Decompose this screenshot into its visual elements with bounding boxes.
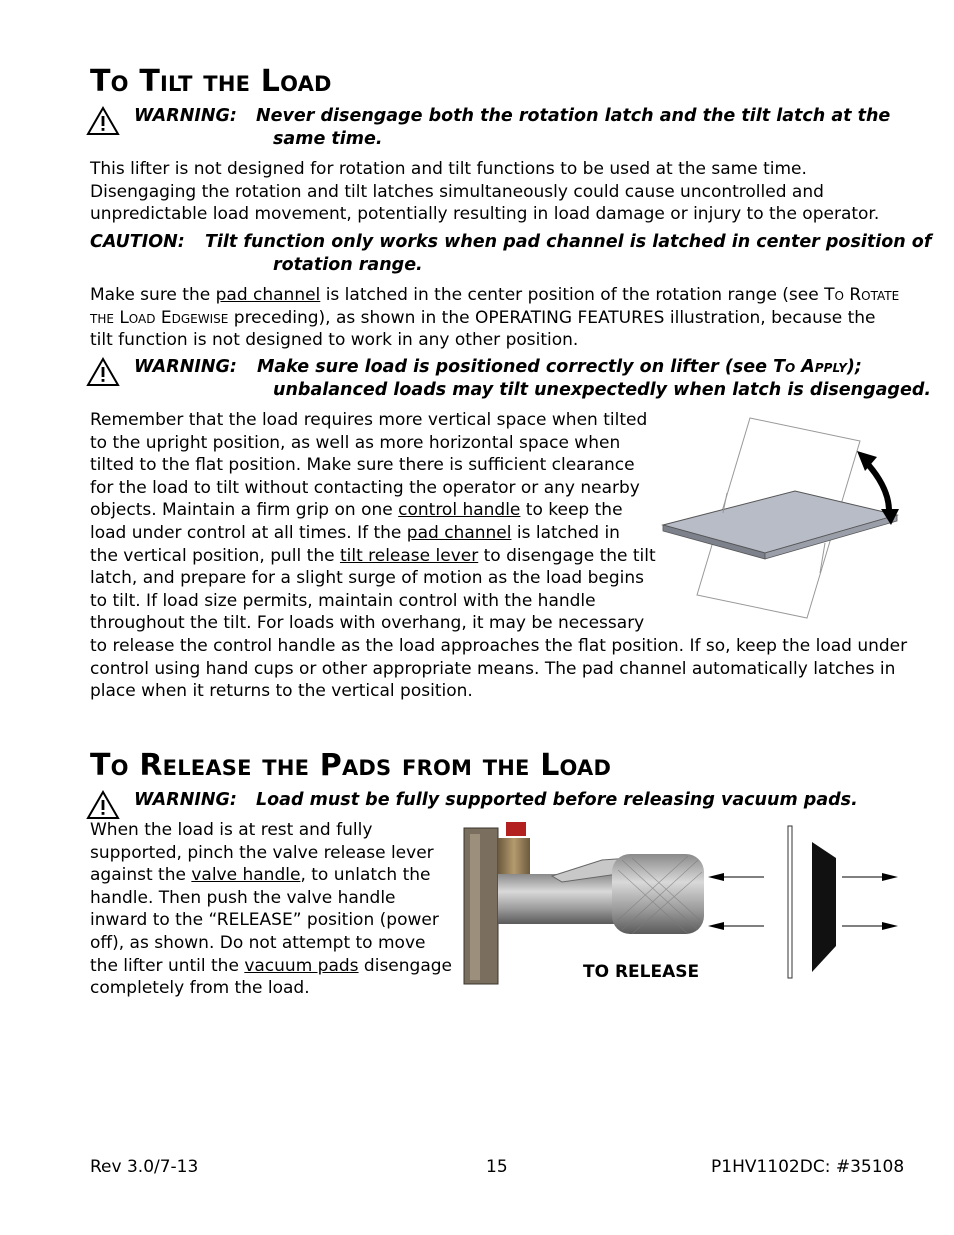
section-heading-tilt: To Tilt the Load: [90, 64, 332, 99]
paragraph-rotation-tilt: [90, 158, 879, 226]
text: the lifter until the: [90, 955, 245, 976]
warning-1-text-line2: same time.: [273, 129, 383, 149]
caution-text-line2: rotation range.: [273, 255, 423, 275]
text-line: place when it returns to the vertical position.: [90, 681, 473, 702]
warning-1-text-line1: Never disengage both the rotation latch and the tilt latch at the: [256, 106, 891, 126]
pad-channel-term: pad channel: [406, 522, 512, 543]
warning-triangle-icon: [86, 357, 120, 387]
tilt-load-illustration: [655, 413, 905, 625]
valve-handle-term: valve handle: [191, 865, 301, 886]
text-line: tilted to the flat position. Make sure there is sufficient clearance: [90, 455, 635, 476]
text-line: off), as shown. Do not attempt to move: [90, 932, 426, 953]
cross-reference: To Rotate: [824, 285, 900, 305]
section-heading-release: To Release the Pads from the Load: [90, 748, 612, 783]
text: );: [846, 357, 862, 377]
control-handle-term: control handle: [398, 500, 521, 521]
text: , to unlatch the: [300, 865, 431, 886]
figure-caption: TO RELEASE: [583, 962, 700, 982]
text-line: latch, and prepare for a slight surge of motion as the load begins: [90, 568, 645, 589]
text-line: This lifter is not designed for rotation and tilt functions to be used at the same time.: [90, 159, 807, 179]
paragraph-release-procedure: [90, 819, 452, 1000]
text-line: throughout the tilt. For loads with overhang, it may be necessary: [90, 613, 645, 634]
footer-document-id: P1HV1102DC: #35108: [711, 1157, 905, 1177]
text: Make sure load is positioned correctly on lifter (see: [257, 357, 774, 377]
text-line: handle. Then push the valve handle: [90, 887, 396, 908]
warning-3-label: WARNING:: [134, 790, 237, 810]
text: preceding), as shown in the OPERATING FEATURES illustration, because the: [228, 307, 876, 328]
text: against the: [90, 865, 192, 886]
text-line: When the load is at rest and fully: [90, 820, 373, 840]
text-line: unpredictable load movement, potentially resulting in load damage or injury to the operator.: [90, 204, 880, 225]
tilt-release-lever-term: tilt release lever: [339, 545, 479, 566]
pad-channel-term: pad channel: [215, 285, 321, 305]
text-line: tilt function is not designed to work in any other position.: [90, 330, 579, 351]
caution-text-line1: Tilt function only works when pad channel is latched in center position of: [205, 232, 932, 252]
cross-reference: the Load Edgewise: [90, 307, 229, 328]
text-line: for the load to tilt without contacting the operator or any nearby: [90, 477, 640, 498]
warning-3-text: Load must be fully supported before releasing vacuum pads.: [256, 790, 858, 810]
text: Make sure the: [90, 285, 216, 305]
text: is latched in: [511, 522, 620, 543]
caution-label: CAUTION:: [90, 232, 185, 252]
text: is latched in the center position of the rotation range (see: [320, 285, 825, 305]
text-line: to tilt. If load size permits, maintain control with the handle: [90, 590, 596, 611]
text-line: to the upright position, as well as more horizontal space when: [90, 432, 621, 453]
text-line: Disengaging the rotation and tilt latches simultaneously could cause uncontrolled and: [90, 181, 824, 202]
text: disengage: [358, 955, 452, 976]
text-line: inward to the “RELEASE” position (power: [90, 910, 439, 931]
footer-revision: Rev 3.0/7-13: [90, 1157, 199, 1177]
warning-1: [134, 106, 237, 126]
text: load under control at all times. If the: [90, 522, 407, 543]
text: the vertical position, pull the: [90, 545, 340, 566]
text: objects. Maintain a firm grip on one: [90, 500, 399, 521]
footer-page-number: 15: [486, 1157, 508, 1177]
warning-triangle-icon: [86, 106, 120, 136]
text-line: completely from the load.: [90, 978, 310, 999]
text: to keep the: [520, 500, 623, 521]
warning-2-text-line2: unbalanced loads may tilt unexpectedly when latch is disengaged.: [273, 380, 932, 400]
text-line: to release the control handle as the load approaches the flat position. If so, keep the load under: [90, 635, 908, 656]
paragraph-pad-channel: [90, 284, 899, 352]
vacuum-pads-term: vacuum pads: [244, 955, 359, 976]
warning-label: WARNING:: [134, 106, 237, 126]
text-line: control using hand cups or other appropriate means. The pad channel automatically latches in: [90, 658, 896, 679]
text-line: supported, pinch the valve release lever: [90, 842, 434, 863]
text: to disengage the tilt: [478, 545, 656, 566]
warning-triangle-icon: [86, 790, 120, 820]
cross-reference: To Apply: [773, 357, 847, 377]
warning-2-label: WARNING:: [134, 357, 237, 377]
text-line: Remember that the load requires more vertical space when tilted: [90, 410, 648, 430]
warning-2-text-line1: [257, 357, 862, 377]
